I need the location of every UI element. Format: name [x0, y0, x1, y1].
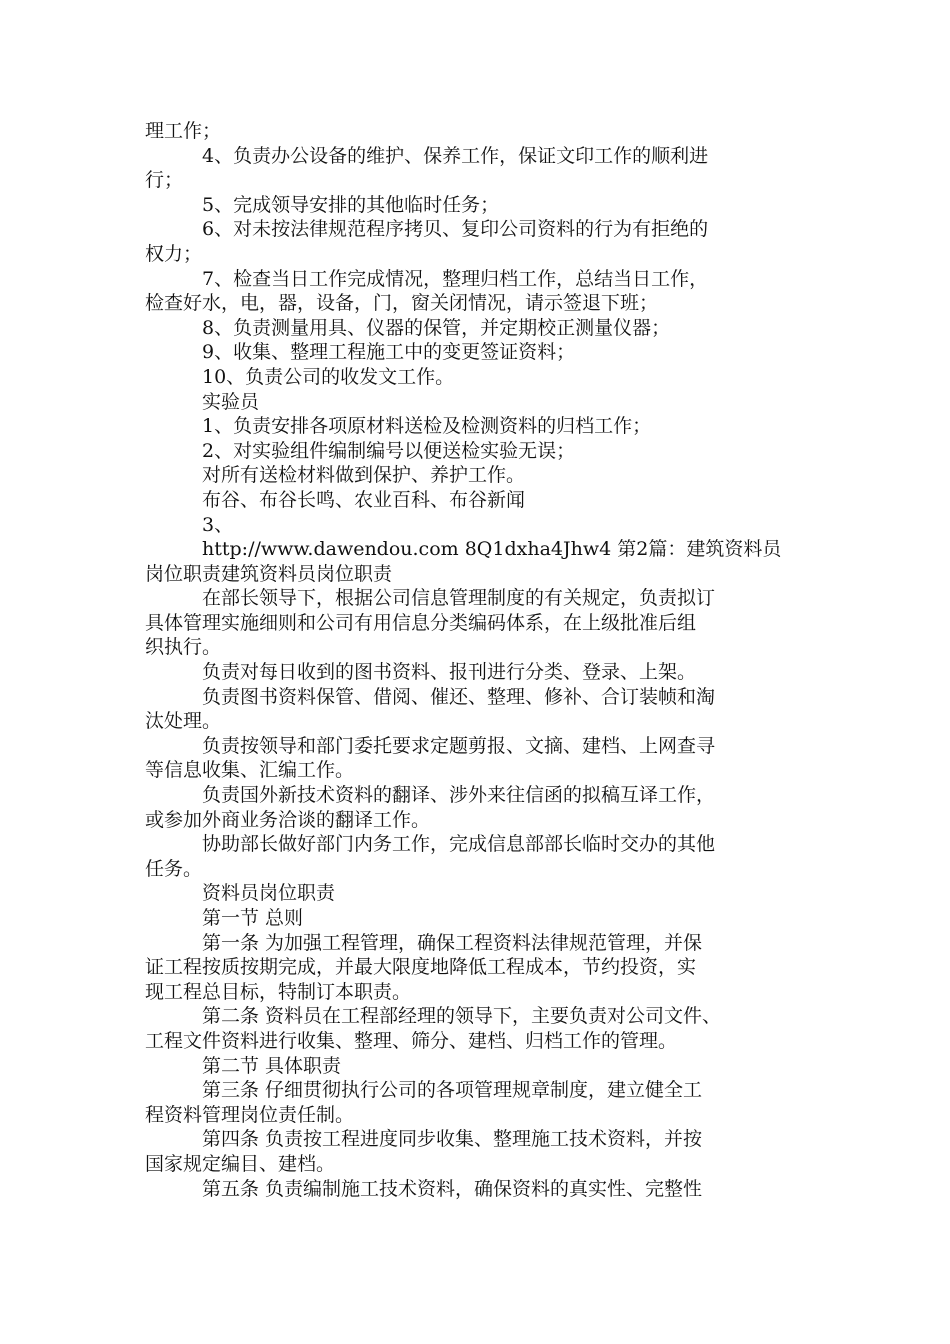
- text-line: 负责按领导和部门委托要求定题剪报、文摘、建档、上网查寻: [202, 734, 716, 757]
- text-line: 1、负责安排各项原材料送检及检测资料的归档工作；: [202, 415, 652, 438]
- text-line: 负责对每日收到的图书资料、报刊进行分类、登录、上架。: [202, 661, 697, 684]
- text-line: 6、对未按法律规范程序拷贝、复印公司资料的行为有拒绝的: [202, 218, 709, 241]
- text-line: 对所有送检材料做到保护、养护工作。: [202, 464, 526, 487]
- text-line: 8、负责测量用具、仪器的保管，并定期校正测量仪器；: [202, 316, 671, 339]
- text-line: 织执行。: [145, 636, 222, 659]
- text-line: 9、收集、整理工程施工中的变更签证资料；: [202, 341, 576, 364]
- text-line: 权力；: [145, 242, 203, 265]
- text-line: 在部长领导下，根据公司信息管理制度的有关规定，负责拟订: [202, 587, 716, 610]
- text-line: 5、完成领导安排的其他临时任务；: [202, 193, 500, 216]
- section-heading: 第二节 具体职责: [202, 1054, 342, 1077]
- text-line: 第五条 负责编制施工技术资料，确保资料的真实性、完整性: [202, 1177, 703, 1200]
- section-heading: 第一节 总则: [202, 907, 304, 929]
- text-line: 国家规定编目、建档。: [145, 1152, 336, 1175]
- text-line: 现工程总目标，特制订本职责。: [145, 980, 412, 1003]
- text-line: 2、对实验组件编制编号以便送检实验无误；: [202, 439, 576, 462]
- text-line: 布谷、布谷长鸣、农业百科、布谷新闻: [202, 488, 526, 511]
- section-heading: 资料员岗位职责: [202, 882, 336, 905]
- text-line: http://www.dawendou.com 8Q1dxha4Jhw4 第2篇：建筑资料员: [202, 538, 782, 561]
- section-heading: 实验员: [202, 390, 260, 413]
- text-line: 汰处理。: [145, 710, 222, 733]
- text-line: 等信息收集、汇编工作。: [145, 759, 355, 782]
- text-line: 第一条 为加强工程管理，确保工程资料法律规范管理，并保: [202, 931, 703, 954]
- text-line: 理工作；: [145, 120, 222, 142]
- text-line: 或参加外商业务洽谈的翻译工作。: [145, 808, 431, 831]
- text-line: 工程文件资料进行收集、整理、筛分、建档、归档工作的管理。: [145, 1029, 678, 1052]
- text-line: 4、负责办公设备的维护、保养工作，保证文印工作的顺利进: [202, 144, 709, 167]
- text-line: 7、检查当日工作完成情况，整理归档工作，总结当日工作，: [202, 267, 709, 290]
- text-line: 程资料管理岗位责任制。: [145, 1103, 355, 1126]
- text-line: 证工程按质按期完成，并最大限度地降低工程成本，节约投资，实: [145, 956, 697, 979]
- text-line: 行；: [145, 169, 184, 192]
- text-line: 负责图书资料保管、借阅、催还、整理、修补、合订装帧和淘: [202, 685, 716, 708]
- text-line: 第二条 资料员在工程部经理的领导下，主要负责对公司文件、: [202, 1005, 722, 1028]
- text-line: 第四条 负责按工程进度同步收集、整理施工技术资料，并按: [202, 1128, 703, 1151]
- text-line: 协助部长做好部门内务工作，完成信息部部长临时交办的其他: [202, 833, 716, 856]
- text-line: 岗位职责建筑资料员岗位职责: [145, 562, 393, 585]
- document-body: [145, 119, 825, 1201]
- text-line: 检查好水，电，器，设备，门，窗关闭情况，请示签退下班；: [145, 292, 659, 315]
- text-line: 3、: [202, 513, 234, 536]
- text-line: 10、负责公司的收发文工作。: [202, 365, 455, 388]
- text-line: 第三条 仔细贯彻执行公司的各项管理规章制度，建立健全工: [202, 1079, 703, 1102]
- text-line: 具体管理实施细则和公司有用信息分类编码体系，在上级批准后组: [145, 611, 697, 634]
- text-line: 任务。: [145, 857, 203, 880]
- text-line: 负责国外新技术资料的翻译、涉外来往信函的拟稿互译工作，: [202, 784, 716, 807]
